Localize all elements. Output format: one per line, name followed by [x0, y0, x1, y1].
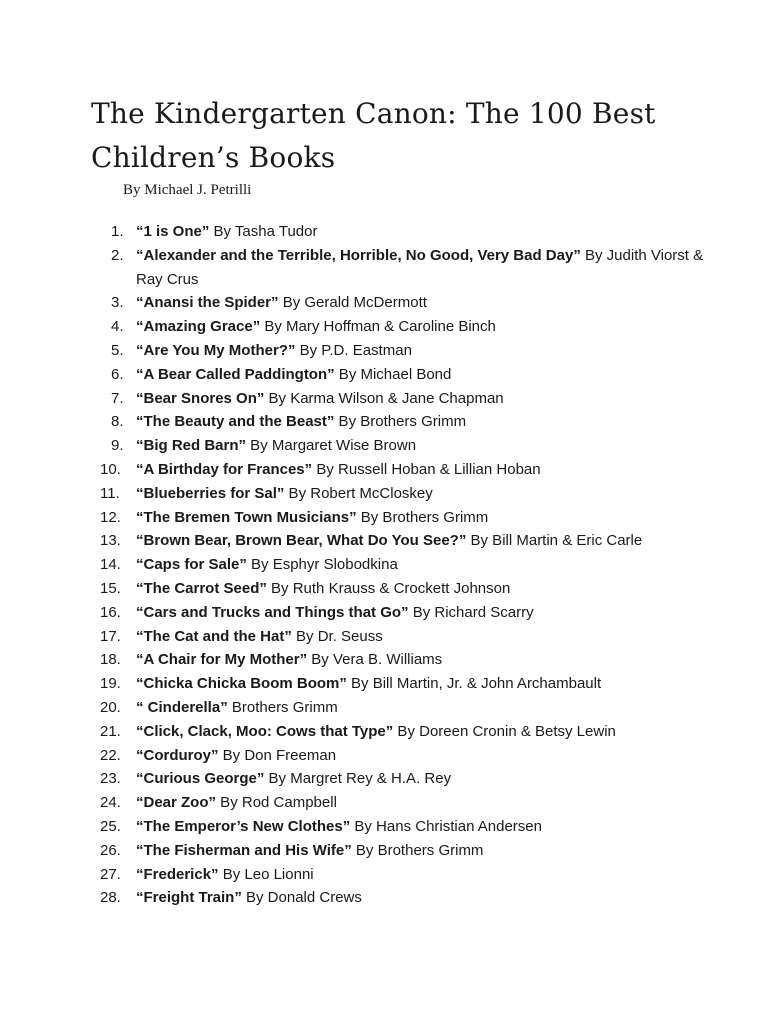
list-item	[100, 791, 720, 815]
list-item-number: 28.	[100, 889, 121, 907]
book-title: “Bear Snores On”	[136, 389, 265, 407]
book-author: By Donald Crews	[241, 889, 362, 907]
book-title: “1 is One”	[136, 223, 210, 240]
book-author: By Don Freeman	[218, 746, 337, 764]
list-item	[100, 291, 720, 315]
book-author: By Brothers Grimm	[351, 841, 484, 859]
list-item	[100, 339, 720, 363]
list-item	[100, 482, 720, 506]
book-author: By Leo Lionni	[218, 865, 314, 883]
list-item-number: 1.	[111, 223, 124, 240]
book-title: “A Chair for My Mother”	[136, 651, 308, 669]
list-item-number: 19.	[100, 675, 121, 693]
book-title: “Freight Train”	[136, 889, 242, 907]
list-item-number: 27.	[100, 865, 121, 883]
list-item	[100, 458, 720, 482]
list-item-number: 3.	[111, 294, 124, 312]
book-title: “ Cinderella”	[136, 698, 228, 716]
list-item	[100, 696, 720, 720]
book-title: “Cars and Trucks and Things that Go”	[136, 603, 409, 621]
book-author: By Judith Viorst & Ray Crus	[136, 246, 704, 288]
list-item-number: 17.	[100, 627, 121, 645]
book-author: By Richard Scarry	[408, 603, 534, 621]
book-title: “Chicka Chicka Boom Boom”	[136, 675, 347, 693]
book-title: “Frederick”	[136, 865, 219, 883]
list-item-number: 21.	[100, 722, 121, 740]
list-item	[100, 625, 720, 649]
list-item	[100, 886, 720, 910]
book-title: “Anansi the Spider”	[136, 294, 279, 312]
book-author: By Bill Martin, Jr. & John Archambault	[346, 675, 602, 693]
list-item	[100, 315, 720, 339]
book-title: “Dear Zoo”	[136, 794, 217, 812]
list-item-number: 2.	[111, 246, 124, 264]
list-item-number: 15.	[100, 579, 121, 597]
book-title: “Curious George”	[136, 770, 265, 788]
book-author: By Vera B. Williams	[307, 651, 443, 669]
list-item-number: 8.	[111, 413, 124, 431]
list-item-number: 13.	[100, 532, 121, 550]
list-item	[100, 434, 720, 458]
book-author: By Dr. Seuss	[291, 627, 383, 645]
list-item-number: 20.	[100, 698, 121, 716]
book-title: “The Bremen Town Musicians”	[136, 508, 357, 526]
list-item-number: 7.	[111, 389, 124, 407]
book-author: By Tasha Tudor	[209, 223, 318, 240]
book-title: “The Cat and the Hat”	[136, 627, 292, 645]
book-author: By Brothers Grimm	[334, 413, 467, 431]
list-item	[100, 601, 720, 625]
page-title: The Kindergarten Canon: The 100 Best Children’s Books	[91, 97, 656, 174]
book-author: By Brothers Grimm	[356, 508, 489, 526]
book-author: By Rod Campbell	[216, 794, 337, 812]
list-item-number: 10.	[100, 460, 121, 478]
book-author: By Esphyr Slobodkina	[246, 556, 398, 574]
list-item	[100, 220, 720, 244]
list-item	[100, 387, 720, 411]
list-item-number: 5.	[111, 341, 124, 359]
list-item	[100, 577, 720, 601]
list-item-number: 26.	[100, 841, 121, 859]
list-item	[100, 744, 720, 768]
book-author: By Robert McCloskey	[284, 484, 433, 502]
list-item	[100, 410, 720, 434]
list-item	[100, 506, 720, 530]
book-title: “The Carrot Seed”	[136, 579, 267, 597]
list-item-number: 18.	[100, 651, 121, 669]
book-title: “Amazing Grace”	[136, 318, 261, 336]
list-item	[100, 529, 720, 553]
book-title: “The Fisherman and His Wife”	[136, 841, 352, 859]
book-title: “Caps for Sale”	[136, 556, 247, 574]
book-author: By Russell Hoban & Lillian Hoban	[312, 460, 541, 478]
book-author: By P.D. Eastman	[295, 341, 412, 359]
list-item-number: 23.	[100, 770, 121, 788]
book-title: “Alexander and the Terrible, Horrible, No Good, Very Bad Day”	[136, 246, 581, 264]
list-item-number: 24.	[100, 794, 121, 812]
list-item-number: 12.	[100, 508, 121, 526]
list-item	[100, 244, 720, 292]
book-title: “Are You My Mother?”	[136, 341, 296, 359]
list-item-number: 9.	[111, 437, 124, 455]
byline: By Michael J. Petrilli	[123, 182, 252, 198]
book-author: By Margret Rey & H.A. Rey	[264, 770, 452, 788]
list-item-number: 14.	[100, 556, 121, 574]
list-item	[100, 720, 720, 744]
book-author: By Ruth Krauss & Crockett Johnson	[266, 579, 511, 597]
list-item	[100, 553, 720, 577]
book-author: By Gerald McDermott	[278, 294, 427, 312]
list-item	[100, 767, 720, 791]
book-author: By Doreen Cronin & Betsy Lewin	[393, 722, 616, 740]
book-author: By Margaret Wise Brown	[246, 437, 417, 455]
book-author: By Mary Hoffman & Caroline Binch	[260, 318, 496, 336]
book-title: “Big Red Barn”	[136, 437, 247, 455]
book-author: By Hans Christian Andersen	[350, 817, 542, 835]
book-author: By Karma Wilson & Jane Chapman	[264, 389, 504, 407]
list-item-number: 4.	[111, 318, 124, 336]
book-title: “The Emperor’s New Clothes”	[136, 817, 351, 835]
book-title: “The Beauty and the Beast”	[136, 413, 335, 431]
book-title: “Blueberries for Sal”	[136, 484, 285, 502]
list-item	[100, 815, 720, 839]
book-author: By Bill Martin & Eric Carle	[466, 532, 643, 550]
book-title: “Corduroy”	[136, 746, 219, 764]
book-author: By Michael Bond	[334, 365, 452, 383]
book-title: “A Bear Called Paddington”	[136, 365, 335, 383]
list-item	[100, 672, 720, 696]
list-item	[100, 363, 720, 387]
list-item-number: 22.	[100, 746, 121, 764]
list-item-number: 11.	[100, 484, 120, 502]
list-item-number: 25.	[100, 817, 121, 835]
list-item-number: 16.	[100, 603, 121, 621]
book-title: “A Birthday for Frances”	[136, 460, 313, 478]
book-title: “Brown Bear, Brown Bear, What Do You See?”	[136, 532, 467, 550]
book-title: “Click, Clack, Moo: Cows that Type”	[136, 722, 394, 740]
list-item	[100, 863, 720, 887]
book-list	[100, 220, 720, 910]
list-item	[100, 839, 720, 863]
list-item	[100, 648, 720, 672]
list-item-number: 6.	[111, 365, 124, 383]
book-author: Brothers Grimm	[227, 698, 338, 716]
